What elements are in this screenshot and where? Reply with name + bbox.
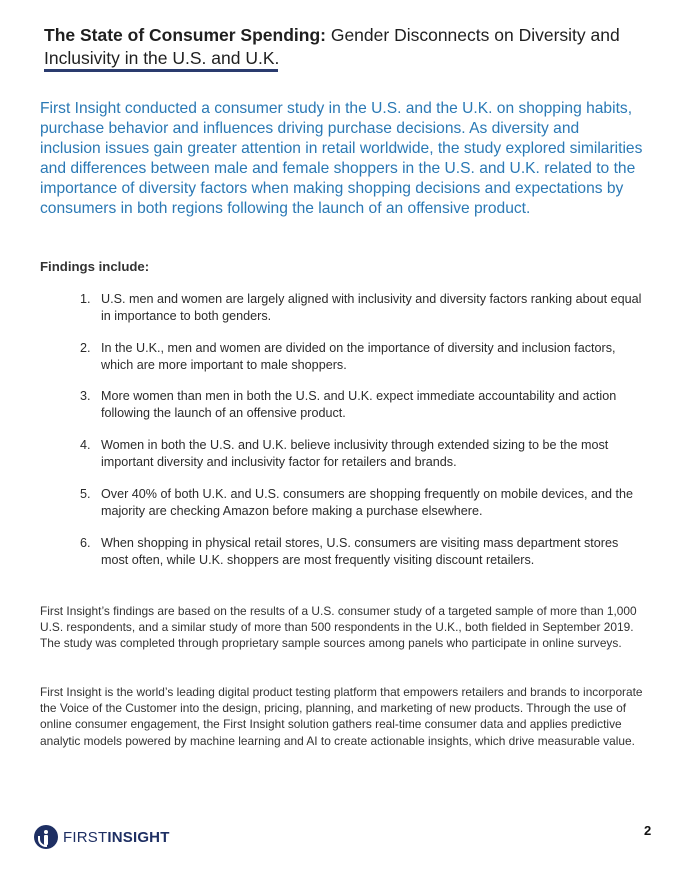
intro-paragraph: First Insight conducted a consumer study in the U.S. and the U.K. on shopping habits, purchase behavior and influences driving purchase decisions. As diversity and inclusion issues gain greater attention in retail worldwide, the study explored similarities and differences between male and female shoppers in the U.S. and U.K. related to the importance of diversity factors when making shopping decisions and expectations by consumers in both regions following the launch of an offensive product.: [40, 100, 643, 217]
page-title: [44, 24, 644, 70]
finding-text: When shopping in physical retail stores, U.S. consumers are visiting mass department stores most often, while U.K. shoppers are most frequently visiting discount retailers.: [101, 536, 619, 567]
finding-number: 3.: [80, 389, 91, 403]
finding-text: More women than men in both the U.S. and U.K. expect immediate accountability and action following the launch of an offensive product.: [101, 389, 617, 420]
first-insight-logo: [34, 823, 170, 851]
logo-insight-text: INSIGHT: [107, 828, 170, 846]
finding-text: Women in both the U.S. and U.K. believe inclusivity through extended sizing to be the most important diversity and inclusivity factor for retailers and brands.: [101, 438, 609, 469]
methodology-paragraph: First Insight’s findings are based on the results of a U.S. consumer study of a targeted sample of more than 1,000 U.S. respondents, and a similar study of more than 500 respondents in the U.K., both fielded in September 2019. The study was completed through proprietary sample sources among panels who participate in online surveys.: [40, 604, 637, 651]
finding-number: 1.: [80, 292, 91, 306]
title-underline: [44, 69, 278, 72]
findings-list: [80, 291, 642, 569]
finding-number: 6.: [80, 536, 91, 550]
finding-item: [80, 340, 642, 374]
finding-item: [80, 535, 642, 569]
finding-text: In the U.K., men and women are divided on the importance of diversity and inclusion factors, which are more important to male shoppers.: [101, 341, 616, 372]
first-insight-logo-icon: [34, 825, 58, 849]
finding-item: [80, 291, 642, 325]
logo-wordmark: [63, 829, 170, 846]
finding-item: [80, 388, 642, 422]
logo-first-text: FIRST: [63, 828, 108, 846]
about-paragraph: First Insight is the world’s leading digital product testing platform that empowers retailers and brands to incorporate the Voice of the Customer into the design, pricing, planning, and marketing of new products. Through the use of online consumer engagement, the First Insight solution gathers real-time consumer data and applies predictive analytic models powered by machine learning and AI to create actionable insights, which drive measurable value.: [40, 685, 643, 748]
page-title-rest: Gender Disconnects on Diversity and Inclusivity in the U.S. and U.K.: [44, 25, 620, 68]
findings-heading: Findings include:: [40, 259, 150, 274]
finding-item: [80, 486, 642, 520]
page-title-bold: The State of Consumer Spending:: [44, 25, 326, 45]
page-number: 2: [644, 823, 652, 838]
finding-number: 4.: [80, 438, 91, 452]
finding-text: U.S. men and women are largely aligned with inclusivity and diversity factors ranking about equal in importance to both genders.: [101, 292, 642, 323]
finding-number: 2.: [80, 341, 91, 355]
finding-text: Over 40% of both U.K. and U.S. consumers are shopping frequently on mobile devices, and the majority are checking Amazon before making a purchase elsewhere.: [101, 487, 634, 518]
finding-item: [80, 437, 642, 471]
finding-number: 5.: [80, 487, 91, 501]
